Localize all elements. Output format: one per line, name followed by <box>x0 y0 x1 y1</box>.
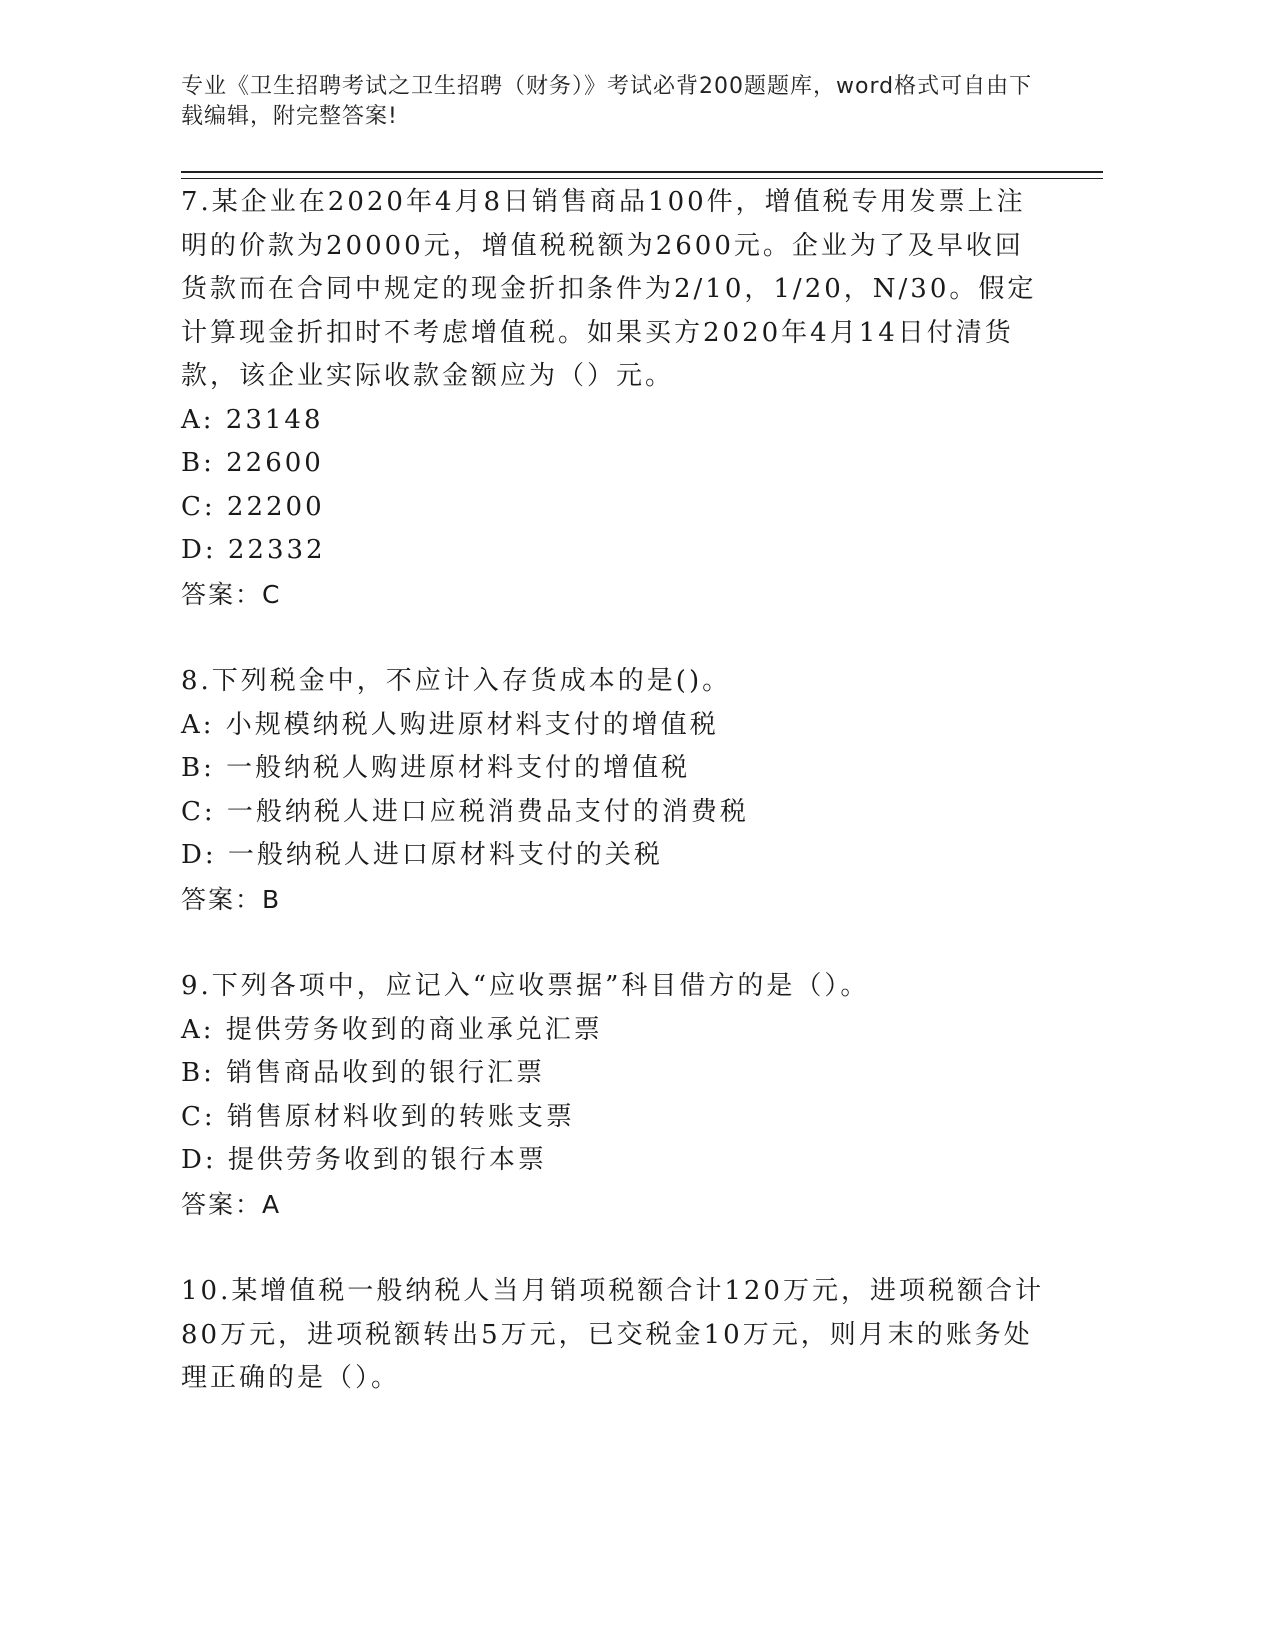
option-a: A: 小规模纳税人购进原材料支付的增值税 <box>181 709 719 740</box>
question-list <box>181 181 1051 1445</box>
option-b: B: 销售商品收到的银行汇票 <box>181 1058 546 1088</box>
option-a: A: 23148 <box>181 404 324 435</box>
option-a: A: 提供劳务收到的商业承兑汇票 <box>181 1014 603 1045</box>
question-10 <box>181 1270 1051 1401</box>
question-stem: 8.下列税金中，不应计入存货成本的是()。 <box>181 666 732 696</box>
option-d: D: 22332 <box>181 535 326 565</box>
answer-line: 答案：B <box>181 884 282 914</box>
header-divider-thick <box>181 171 1103 173</box>
option-b: B: 一般纳税人购进原材料支付的增值税 <box>181 753 691 783</box>
option-c: C: 一般纳税人进口应税消费品支付的消费税 <box>181 796 749 827</box>
answer-line: 答案：C <box>181 579 282 609</box>
question-stem: 10.某增值税一般纳税人当月销项税额合计120万元，进项税额合计80万元，进项税额转出5万元，已交税金10万元，则月末的账务处理正确的是（）。 <box>181 1276 1044 1393</box>
question-9 <box>181 965 1051 1226</box>
question-stem: 7.某企业在2020年4月8日销售商品100件，增值税专用发票上注明的价款为20000元，增值税税额为2600元。企业为了及早收回货款而在合同中规定的现金折扣条件为2/10，1/20，N/30。假定计算现金折扣时不考虑增值税。如果买方2020年4月14日付清货款，该企业实际收款金额应为（）元。 <box>181 187 1037 391</box>
question-8 <box>181 660 1051 921</box>
option-c: C: 22200 <box>181 491 325 522</box>
option-b: B: 22600 <box>181 448 324 478</box>
option-d: D: 提供劳务收到的银行本票 <box>181 1145 547 1175</box>
question-stem: 9.下列各项中，应记入“应收票据”科目借方的是（）。 <box>181 971 870 1001</box>
question-7 <box>181 181 1051 616</box>
option-d: D: 一般纳税人进口原材料支付的关税 <box>181 840 663 870</box>
header-divider-thin <box>181 178 1103 179</box>
answer-line: 答案：A <box>181 1189 282 1219</box>
document-header: 专业《卫生招聘考试之卫生招聘（财务）》考试必背200题题库，word格式可自由下载编辑，附完整答案! <box>181 74 1033 129</box>
option-c: C: 销售原材料收到的转账支票 <box>181 1101 575 1132</box>
